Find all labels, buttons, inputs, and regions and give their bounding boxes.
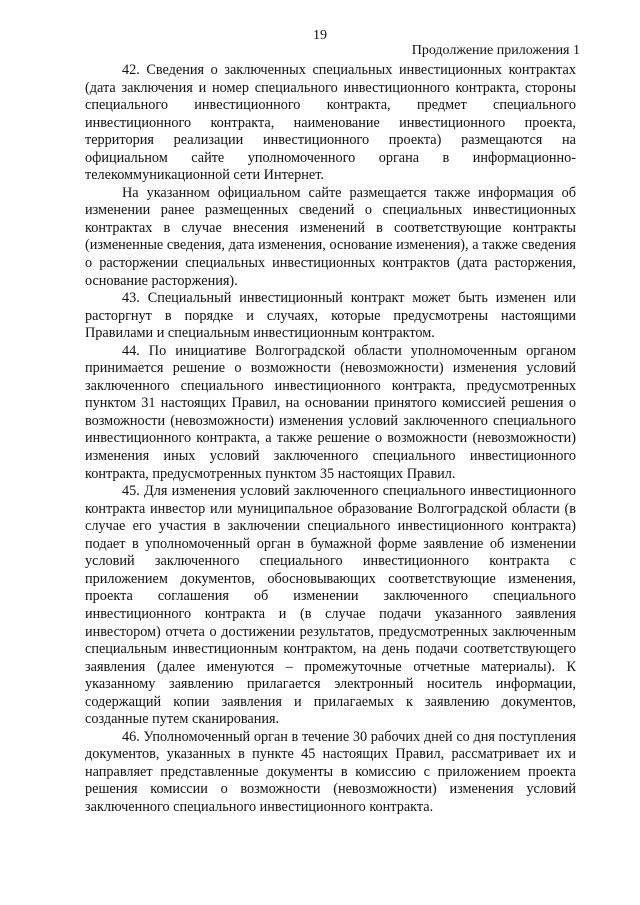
paragraph-42: 42. Сведения о заключенных специальных инвестиционных контрактах (дата заключения и номер специального инвестиционного контракта, стороны специального инвестиционного контракта, предмет специального инвестиционного контракта, наименование инвестиционного проекта, территория реализации инвестиционного проекта) размещаются на официальном сайте уполномоченного органа в информационно-телекоммуникационной сети Интернет.	[85, 62, 576, 184]
paragraph-45: 45. Для изменения условий заключенного специального инвестиционного контракта инвестор или муниципальное образование Волгоградской области (в случае его участия в заключении специального инвестиционного контракта) подает в уполномоченный орган в бумажной форме заявление об изменении условий заключенного специального инвестиционного контракта с приложением документов, обосновывающих соответствующие изменения, проекта соглашения об изменении заключенного специального инвестиционного контракта и (в случае подачи указанного заявления инвестором) отчета о достижении результатов, предусмотренных заключенным специальным инвестиционным контрактом, на день подачи соответствующего заявления (далее именуются – промежуточные отчетные материалы). К указанному заявлению прилагается электронный носитель информации, содержащий копии заявления и прилагаемых к заявлению документов, созданные путем сканирования.	[85, 483, 576, 728]
paragraph-44: 44. По инициативе Волгоградской области уполномоченным органом принимается решение о возможности (невозможности) изменения условий заключенного специального инвестиционного контракта, предусмотренных пунктом 31 настоящих Правил, на основании принятого комиссией решения о возможности (невозможности) изменения условий заключенного специального инвестиционного контракта, а также решение о возможности (невозможности) изменения иных условий заключенного специального инвестиционного контракта, предусмотренных пунктом 35 настоящих Правил.	[85, 342, 576, 482]
appendix-continuation-label: Продолжение приложения 1	[411, 43, 580, 58]
paragraph-42-continuation: На указанном официальном сайте размещается также информация об изменении ранее размещенных сведений о специальных инвестиционных контрактах в случае внесения изменений в соответствующие контракты (измененные сведения, дата изменения, основание изменения), а также сведения о расторжении специальных инвестиционных контрактов (дата расторжения, основание расторжения).	[85, 184, 576, 289]
paragraph-43: 43. Специальный инвестиционный контракт может быть изменен или расторгнут в порядке и случаях, которые предусмотрены настоящими Правилами и специальным инвестиционным контрактом.	[85, 290, 576, 342]
document-body	[85, 62, 576, 817]
page-number: 19	[313, 28, 327, 43]
paragraph-46: 46. Уполномоченный орган в течение 30 рабочих дней со дня поступления документов, указанных в пункте 45 настоящих Правил, рассматривает их и направляет представленные документы в комиссию с приложением проекта решения комиссии о возможности (невозможности) изменения условий заключенного специального инвестиционного контракта.	[85, 728, 576, 815]
